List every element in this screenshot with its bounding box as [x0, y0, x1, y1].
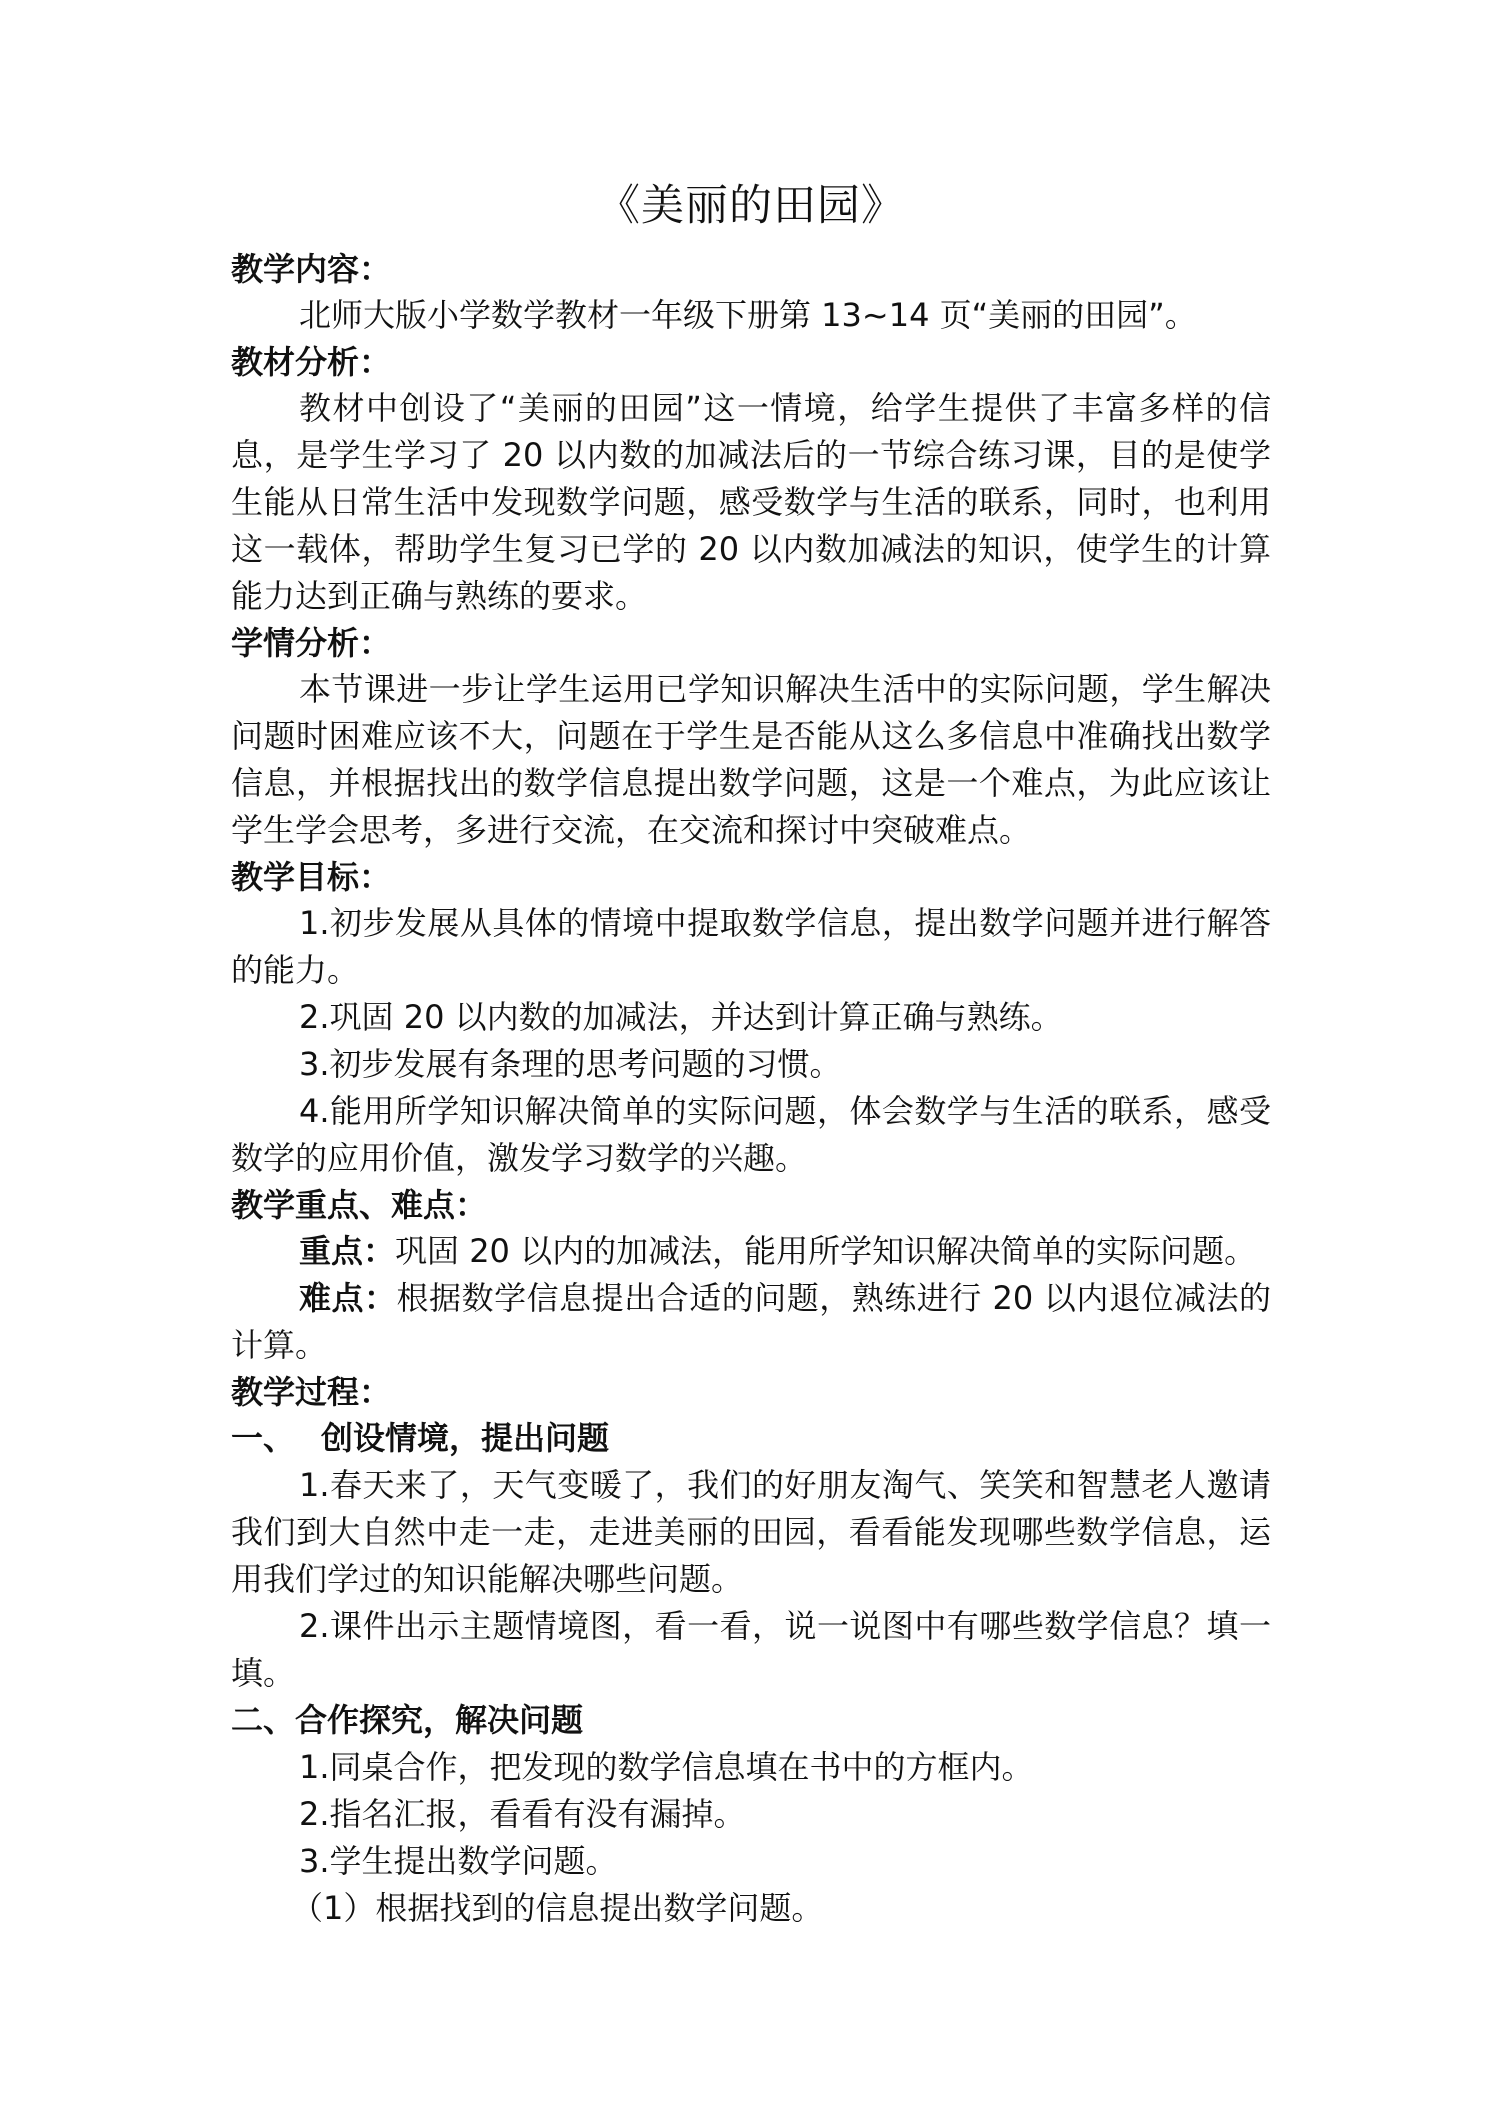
- process-part-1-title: 创设情境，提出问题: [321, 1419, 610, 1457]
- document-page: [231, 178, 1271, 1932]
- heading-teaching-goals: 教学目标：: [231, 858, 392, 896]
- heading-teaching-process: 教学过程：: [231, 1373, 392, 1411]
- difficult-point-label: 难点：: [299, 1279, 397, 1317]
- process-part-1-item-2: 2.课件出示主题情境图，看一看，说一说图中有哪些数学信息？填一填。: [231, 1607, 1271, 1692]
- paragraph-material-analysis: 教材中创设了“美丽的田园”这一情境，给学生提供了丰富多样的信息，是学生学习了 20 以内数的加减法后的一节综合练习课，目的是使学生能从日常生活中发现数学问题，感受数学与生活的联系，同时，也利用这一载体，帮助学生复习已学的 20 以内数加减法的知识，使学生的计算能力达到正确与熟练的要求。: [231, 389, 1271, 615]
- process-part-1-item-1: 1.春天来了，天气变暖了，我们的好朋友淘气、笑笑和智慧老人邀请我们到大自然中走一走，走进美丽的田园，看看能发现哪些数学信息，运用我们学过的知识能解决哪些问题。: [231, 1466, 1271, 1598]
- goal-item-2: 2.巩固 20 以内数的加减法，并达到计算正确与熟练。: [299, 998, 1063, 1036]
- heading-teaching-content: 教学内容：: [231, 250, 392, 288]
- document-title: 《美丽的田园》: [597, 181, 905, 231]
- goal-item-4: 4.能用所学知识解决简单的实际问题，体会数学与生活的联系，感受数学的应用价值，激发学习数学的兴趣。: [231, 1092, 1271, 1177]
- paragraph-learner-analysis: 本节课进一步让学生运用已学知识解决生活中的实际问题，学生解决问题时困难应该不大，问题在于学生是否能从这么多信息中准确找出数学信息，并根据找出的数学信息提出数学问题，这是一个难点，为此应该让学生学会思考，多进行交流，在交流和探讨中突破难点。: [231, 670, 1271, 849]
- process-part-2-item-2: 2.指名汇报，看看有没有漏掉。: [299, 1795, 746, 1833]
- heading-key-difficult-points: 教学重点、难点：: [231, 1186, 488, 1224]
- paragraph-teaching-content: 北师大版小学数学教材一年级下册第 13~14 页“美丽的田园”。: [299, 296, 1197, 334]
- key-point-text: 巩固 20 以内的加减法，能用所学知识解决简单的实际问题。: [395, 1232, 1257, 1270]
- key-point-label: 重点：: [299, 1232, 396, 1270]
- process-part-2-sub-item: （1）根据找到的信息提出数学问题。: [291, 1889, 824, 1927]
- process-part-2-item-1: 1.同桌合作，把发现的数学信息填在书中的方框内。: [299, 1748, 1034, 1786]
- goal-item-3: 3.初步发展有条理的思考问题的习惯。: [299, 1045, 842, 1083]
- process-part-2-heading: 二、合作探究，解决问题: [231, 1701, 584, 1739]
- process-part-2-item-3: 3.学生提出数学问题。: [299, 1842, 618, 1880]
- key-point-paragraph: [231, 1228, 1271, 1275]
- goal-item-1: 1.初步发展从具体的情境中提取数学信息，提出数学问题并进行解答的能力。: [231, 904, 1271, 989]
- difficult-point-paragraph: [231, 1275, 1271, 1369]
- process-part-1-number: 一、: [231, 1419, 296, 1457]
- difficult-point-text: 根据数学信息提出合适的问题，熟练进行 20 以内退位减法的计算。: [231, 1279, 1271, 1364]
- heading-material-analysis: 教材分析：: [231, 343, 392, 381]
- heading-learner-analysis: 学情分析：: [231, 624, 392, 662]
- process-part-1-heading: [231, 1415, 1271, 1462]
